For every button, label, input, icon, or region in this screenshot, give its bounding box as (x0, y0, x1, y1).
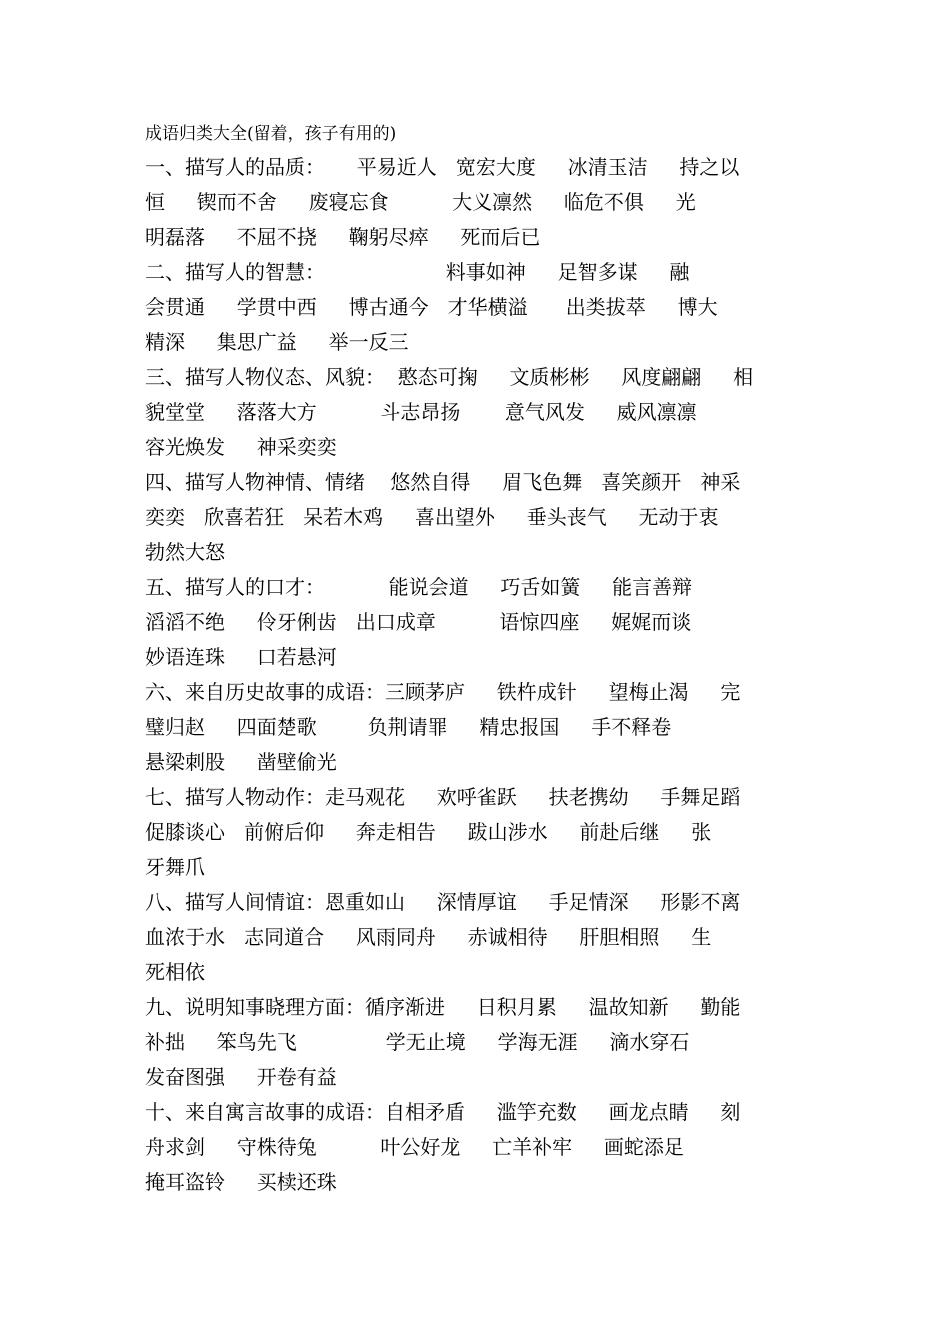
text-line: 五、描写人的口才： 能说会道 巧舌如簧 能言善辩 (145, 575, 693, 599)
text-line: 三、描写人物仪态、风貌： 憨态可掬 文质彬彬 风度翩翩 相 (145, 365, 754, 389)
text-line: 舟求剑 守株待兔 叶公好龙 亡羊补牢 画蛇添足 (145, 1135, 684, 1159)
text-line: 精深 集思广益 举一反三 (145, 330, 409, 354)
text-line: 发奋图强 开卷有益 (145, 1065, 337, 1089)
document-title: 成语归类大全(留着，孩子有用的) (145, 124, 397, 144)
text-line: 二、描写人的智慧： 料事如神 足智多谋 融 (145, 260, 690, 284)
text-line: 七、描写人物动作：走马观花 欢呼雀跃 扶老携幼 手舞足蹈 (145, 785, 741, 809)
text-line: 八、描写人间情谊：恩重如山 深情厚谊 手足情深 形影不离 (145, 890, 741, 914)
text-line: 血浓于水 志同道合 风雨同舟 赤诚相待 肝胆相照 生 (145, 925, 712, 949)
text-line: 容光焕发 神采奕奕 (145, 435, 337, 459)
text-line: 悬梁刺股 凿壁偷光 (145, 750, 337, 774)
text-line: 死相依 (145, 960, 205, 984)
text-line: 奕奕 欣喜若狂 呆若木鸡 喜出望外 垂头丧气 无动于衷 (145, 505, 719, 529)
text-line: 掩耳盗铃 买椟还珠 (145, 1170, 337, 1194)
text-line: 滔滔不绝 伶牙俐齿 出口成章 语惊四座 娓娓而谈 (145, 610, 692, 634)
text-line: 六、来自历史故事的成语：三顾茅庐 铁杵成针 望梅止渴 完 (145, 680, 741, 704)
text-line: 牙舞爪 (145, 855, 205, 879)
text-line: 九、说明知事晓理方面：循序渐进 日积月累 温故知新 勤能 (145, 995, 741, 1019)
text-line: 明磊落 不屈不挠 鞠躬尽瘁 死而后已 (145, 225, 541, 249)
text-line: 十、来自寓言故事的成语：自相矛盾 滥竽充数 画龙点睛 刻 (145, 1100, 741, 1124)
text-line: 勃然大怒 (145, 540, 225, 564)
text-line: 补拙 笨鸟先飞 学无止境 学海无涯 滴水穿石 (145, 1030, 690, 1054)
text-line: 会贯通 学贯中西 博古通今 才华横溢 出类拔萃 博大 (145, 295, 718, 319)
text-line: 四、描写人物神情、情绪 悠然自得 眉飞色舞 喜笑颜开 神采 (145, 470, 741, 494)
text-line: 恒 锲而不舍 废寝忘食 大义凛然 临危不俱 光 (145, 190, 696, 214)
text-line: 一、描写人的品质： 平易近人 宽宏大度 冰清玉洁 持之以 (145, 155, 740, 179)
text-line: 妙语连珠 口若悬河 (145, 645, 337, 669)
text-line: 貌堂堂 落落大方 斗志昂扬 意气风发 威风凛凛 (145, 400, 697, 424)
text-line: 璧归赵 四面楚歌 负荆请罪 精忠报国 手不释卷 (145, 715, 672, 739)
text-line: 促膝谈心 前俯后仰 奔走相告 跋山涉水 前赴后继 张 (145, 820, 712, 844)
